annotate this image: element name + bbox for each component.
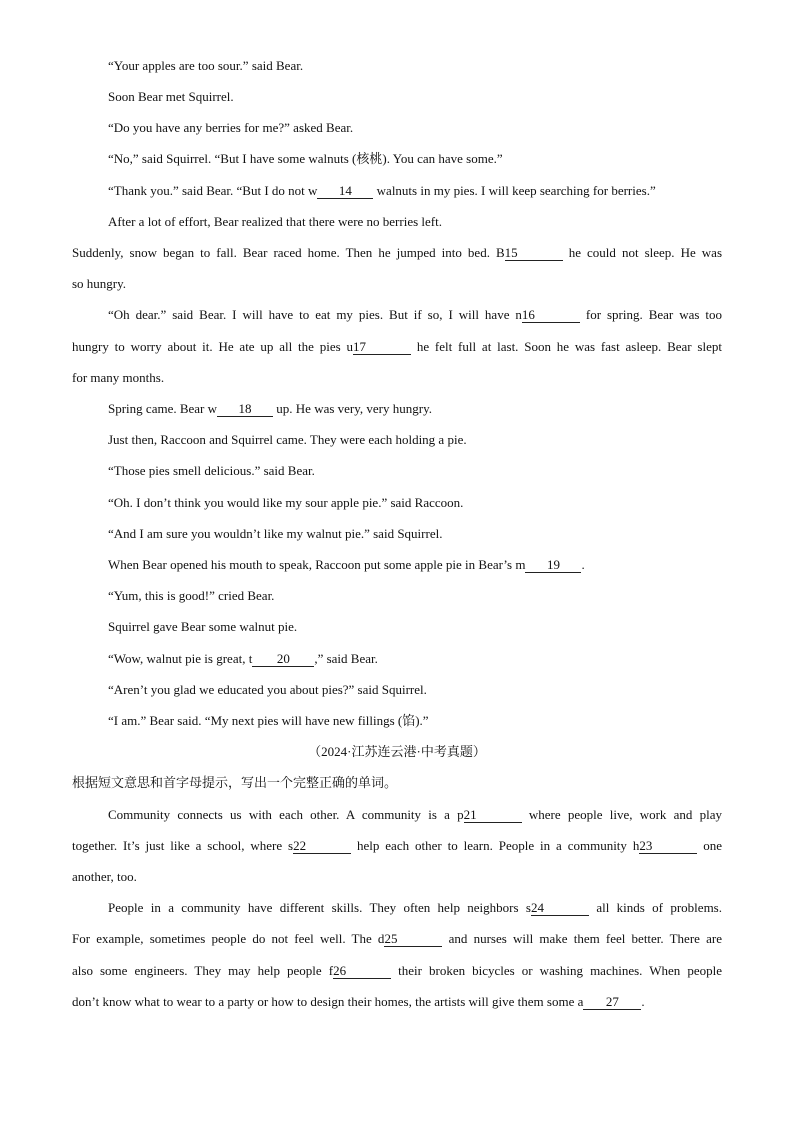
story-line [108, 650, 722, 668]
text: their broken bicycles or washing machines. When people [391, 963, 722, 978]
blank-14[interactable]: 14 [317, 183, 373, 199]
blank-21[interactable]: 21 [464, 807, 522, 823]
text: he could not sleep. He was [562, 245, 723, 260]
passage-line [72, 930, 722, 948]
story-line: “Oh. I don’t think you would like my sour apple pie.” said Raccoon. [108, 495, 464, 510]
blank-16[interactable]: 16 [522, 307, 580, 323]
story-line: “Those pies smell delicious.” said Bear. [108, 463, 315, 478]
text: When Bear opened his mouth to speak, Raccoon put some apple pie in Bear’s m [108, 557, 526, 572]
story-line: “Do you have any berries for me?” asked Bear. [108, 120, 354, 135]
passage-line [72, 962, 722, 980]
text: help each other to learn. People in a community h [351, 838, 640, 853]
blank-19[interactable]: 19 [525, 557, 581, 573]
text: for spring. Bear was too [579, 307, 722, 322]
text: People in a community have different skills. They often help neighbors s [108, 900, 531, 915]
passage-line [72, 993, 722, 1011]
story-line: Soon Bear met Squirrel. [108, 89, 234, 104]
instruction: 根据短文意思和首字母提示，写出一个完整正确的单词。 [72, 775, 398, 790]
text: hungry to worry about it. He ate up all the pies u [72, 339, 353, 354]
text: all kinds of problems. [588, 900, 722, 915]
passage-line [72, 837, 722, 855]
passage-line: another, too. [72, 869, 137, 884]
story-line: so hungry. [72, 276, 127, 291]
text: “Oh dear.” said Bear. I will have to eat my pies. But if so, I will have n [108, 307, 522, 322]
text: where people live, work and play [521, 807, 723, 822]
story-line: for many months. [72, 370, 165, 385]
story-line [108, 182, 722, 200]
text: one [697, 838, 722, 853]
story-line: Squirrel gave Bear some walnut pie. [108, 619, 298, 634]
text: and nurses will make them feel better. There are [442, 931, 722, 946]
text: Suddenly, snow began to fall. Bear raced home. Then he jumped into bed. B [72, 245, 505, 260]
text: together. It’s just like a school, where s [72, 838, 294, 853]
text: walnuts in my pies. I will keep searching for berries.” [373, 183, 656, 198]
story-line [72, 338, 722, 356]
blank-27[interactable]: 27 [583, 994, 641, 1010]
text: Community connects us with each other. A community is a p [108, 807, 464, 822]
story-line [108, 556, 722, 574]
text: ,” said Bear. [314, 651, 378, 666]
text: “Thank you.” said Bear. “But I do not w [108, 183, 318, 198]
passage-line [108, 806, 722, 824]
story-line: “And I am sure you wouldn’t like my walnut pie.” said Squirrel. [108, 526, 443, 541]
blank-26[interactable]: 26 [333, 963, 391, 979]
story-line: “No,” said Squirrel. “But I have some walnuts (核桃). You can have some.” [108, 151, 503, 166]
text: also some engineers. They may help people f [72, 963, 334, 978]
story-line: “Aren’t you glad we educated you about pies?” said Squirrel. [108, 682, 427, 697]
text: up. He was very, very hungry. [273, 401, 432, 416]
text: “Wow, walnut pie is great, t [108, 651, 253, 666]
blank-18[interactable]: 18 [217, 401, 273, 417]
text: he felt full at last. Soon he was fast asleep. Bear slept [411, 339, 722, 354]
source-citation: （2024·江苏连云港·中考真题） [308, 744, 486, 759]
text: For example, sometimes people do not feel well. The d [72, 931, 385, 946]
text: . [641, 994, 645, 1009]
text: Spring came. Bear w [108, 401, 218, 416]
blank-17[interactable]: 17 [353, 339, 411, 355]
story-line [72, 244, 722, 262]
story-line: “I am.” Bear said. “My next pies will have new fillings (馅).” [108, 713, 429, 728]
blank-24[interactable]: 24 [531, 900, 589, 916]
blank-22[interactable]: 22 [293, 838, 351, 854]
story-line: “Your apples are too sour.” said Bear. [108, 58, 304, 73]
story-line [108, 400, 722, 418]
story-line [108, 306, 722, 324]
story-line: “Yum, this is good!” cried Bear. [108, 588, 275, 603]
story-line: After a lot of effort, Bear realized that there were no berries left. [108, 214, 442, 229]
blank-25[interactable]: 25 [384, 931, 442, 947]
text: don’t know what to wear to a party or how to design their homes, the artists will give them some a [72, 994, 584, 1009]
blank-23[interactable]: 23 [639, 838, 697, 854]
passage-line [108, 899, 722, 917]
blank-15[interactable]: 15 [505, 245, 563, 261]
blank-20[interactable]: 20 [252, 651, 314, 667]
story-line: Just then, Raccoon and Squirrel came. They were each holding a pie. [108, 432, 467, 447]
text: . [581, 557, 585, 572]
